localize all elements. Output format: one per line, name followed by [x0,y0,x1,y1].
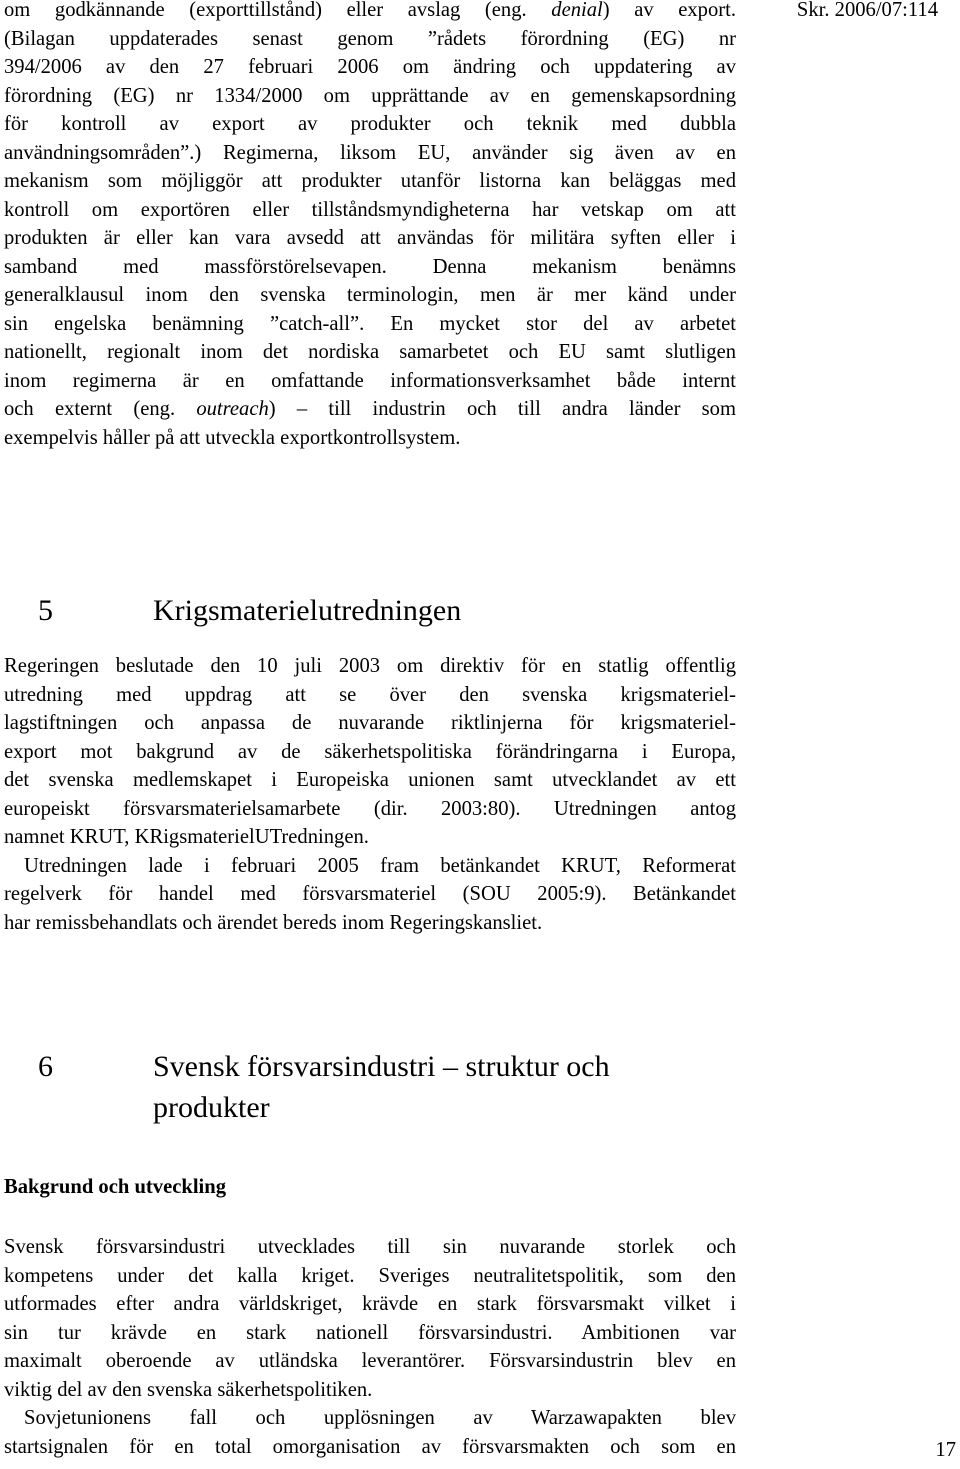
section-title-continued: produkter [153,1091,270,1124]
section-title: Krigsmaterielutredningen [153,594,462,627]
text-line: maximalt oberoende av utländska leverantörer. Försvarsindustrin blev en [4,1350,736,1372]
text-line: utredning med uppdrag att se över den svenska krigsmateriel- [4,683,736,706]
text-line: 394/2006 av den 27 februari 2006 om ändring och uppdatering av [4,56,736,78]
text-line: samband med massförstörelsevapen. Denna mekanism benämns [4,255,736,278]
text-line: det svenska medlemskapet i Europeiska unionen samt utvecklandet av ett [4,769,736,791]
text-line: produkten är eller kan vara avsedd att användas för militära syften eller i [4,227,736,249]
text-line: export mot bakgrund av de säkerhetspolitiska förändringarna i Europa, [4,740,736,763]
text-line: sin engelska benämning ”catch-all”. En mycket stor del av arbetet [4,312,736,335]
text-line: nationellt, regionalt inom det nordiska samarbetet och EU samt slutligen [4,341,736,363]
text-line: regelverk för handel med försvarsmateriel (SOU 2005:9). Betänkandet [4,883,736,905]
text-line: (Bilagan uppdaterades senast genom ”rådets förordning (EG) nr [4,27,736,50]
text-line: för kontroll av export av produkter och teknik med dubbla [4,113,736,135]
text-run: ) – till industrin och till andra länder som [268,398,736,420]
paragraph-defence-industry [4,1233,736,1461]
section-title: Svensk försvarsindustri – struktur och [153,1050,610,1083]
document-reference: Skr. 2006/07:114 [796,0,938,21]
text-line: Svensk försvarsindustri utvecklades till sin nuvarande storlek och [4,1236,736,1258]
text-line: Sovjetunionens fall och upplösningen av Warzawapakten blev [24,1407,736,1429]
text-run: om godkännande (exporttillstånd) eller avslag (eng. [4,0,552,21]
text-line: kontroll om exportören eller tillståndsmyndigheterna har vetskap om att [4,198,736,221]
text-line: lagstiftningen och anpassa de nuvarande riktlinjerna för krigsmateriel- [4,712,736,734]
page-number: 17 [935,1439,956,1461]
text-line: europeiskt försvarsmaterielsamarbete (dir. 2003:80). Utredningen antog [4,797,736,820]
text-line: kompetens under det kalla kriget. Sveriges neutralitetspolitik, som den [4,1264,736,1287]
text-line [4,395,736,424]
paragraph-export-control [4,0,736,452]
text-line: viktig del av den svenska säkerhetspolitiken. [4,1378,373,1401]
text-line: namnet KRUT, KRigsmaterielUTredningen. [4,826,369,848]
text-line: startsignalen för en total omorganisation av försvarsmakten och som en [4,1435,736,1458]
text-line: mekanism som möjliggör att produkter utanför listorna kan beläggas med [4,170,736,192]
text-run: ) av export. [602,0,736,21]
italic-term: denial [551,0,603,21]
text-line: har remissbehandlats och ärendet bereds inom Regeringskansliet. [4,911,543,934]
text-line: utformades efter andra världskriget, krävde en stark försvarsmakt vilket i [4,1293,736,1315]
paragraph-krut [4,652,736,937]
text-line: generalklausul inom den svenska terminologin, men är mer känd under [4,284,736,306]
text-line: exempelvis håller på att utveckla exportkontrollsystem. [4,426,461,449]
text-line: användningsområden”.) Regimerna, liksom EU, använder sig även av en [4,141,736,164]
section-number: 5 [38,594,53,627]
text-line [4,0,736,25]
text-run: och externt (eng. [4,398,197,420]
section-number: 6 [38,1050,53,1083]
section-heading-6 [38,1046,610,1128]
text-line: sin tur krävde en stark nationell försvarsindustri. Ambitionen var [4,1321,736,1344]
text-line: förordning (EG) nr 1334/2000 om upprättande av en gemenskapsordning [4,84,736,107]
subheading: Bakgrund och utveckling [4,1176,227,1198]
text-line: inom regimerna är en omfattande informationsverksamhet både internt [4,369,736,392]
text-line: Regeringen beslutade den 10 juli 2003 om direktiv för en statlig offentlig [4,655,736,677]
italic-term: outreach [196,398,269,420]
section-heading-5 [38,590,461,631]
text-line: Utredningen lade i februari 2005 fram betänkandet KRUT, Reformerat [24,854,736,877]
